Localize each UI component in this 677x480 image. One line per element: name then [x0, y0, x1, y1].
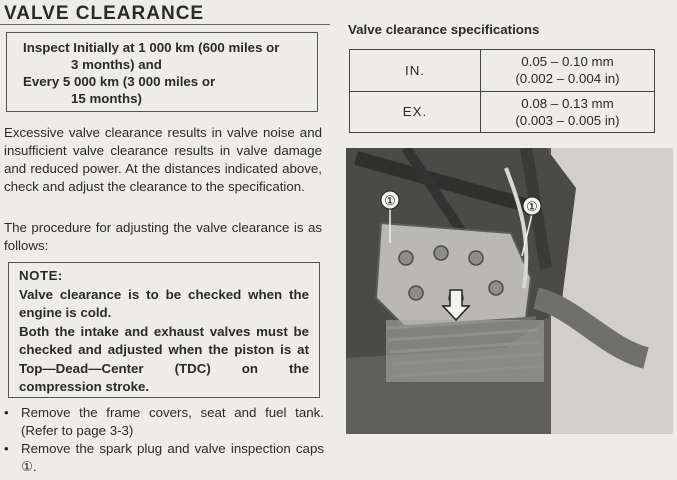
inspect-line-2: 3 months) and [71, 57, 162, 72]
title-rule [0, 24, 330, 25]
spec-label-in: IN. [350, 50, 481, 92]
steps-list [4, 404, 324, 476]
procedure-paragraph: The procedure for adjusting the valve clearance is as follows: [4, 220, 322, 253]
bullet-marker: • [4, 441, 9, 456]
spec-value-ex [481, 91, 655, 133]
inspect-line-1: Inspect Initially at 1 000 km (600 miles or [23, 40, 280, 55]
spec-mm: 0.08 – 0.13 mm [521, 95, 614, 111]
list-item [4, 404, 324, 440]
inspect-line-3: Every 5 000 km (3 000 miles or [23, 74, 216, 89]
note-text-2: Both the intake and exhaust valves must be checked and adjusted when the piston is at Top—Dead—Center (TDC) on the compression stroke. [19, 323, 309, 394]
spec-inch: (0.003 – 0.005 in) [515, 112, 620, 128]
engine-photo [346, 148, 673, 434]
spec-label-ex: EX. [350, 91, 481, 133]
spec-mm: 0.05 – 0.10 mm [521, 54, 614, 70]
inspect-line-4: 15 months) [71, 91, 142, 106]
note-label: NOTE: [19, 268, 63, 283]
intro-paragraph: Excessive valve clearance results in valve noise and insufficient valve clearance results in valve damage and reduced power. At the distances indicated above, check and adjust the clearance to the specification. [4, 125, 322, 194]
spec-inch: (0.002 – 0.004 in) [515, 71, 620, 87]
list-item [4, 440, 324, 476]
table-row [350, 91, 655, 133]
inspection-interval-box [6, 32, 318, 112]
spec-title: Valve clearance specifications [348, 22, 540, 37]
table-row [350, 50, 655, 92]
note-text-1: Valve clearance is to be checked when the engine is cold. [19, 286, 309, 320]
step-text: Remove the frame covers, seat and fuel tank. (Refer to page 3-3) [21, 405, 324, 438]
step-text: Remove the spark plug and valve inspection caps ①. [21, 441, 324, 474]
page-title: VALVE CLEARANCE [4, 3, 205, 24]
spec-table [349, 49, 655, 133]
spec-value-in [481, 50, 655, 92]
note-box [8, 262, 320, 398]
callout-left: ① [384, 193, 396, 208]
callout-right: ① [526, 199, 538, 214]
engine-illustration [346, 148, 673, 434]
bullet-marker: • [4, 405, 9, 420]
